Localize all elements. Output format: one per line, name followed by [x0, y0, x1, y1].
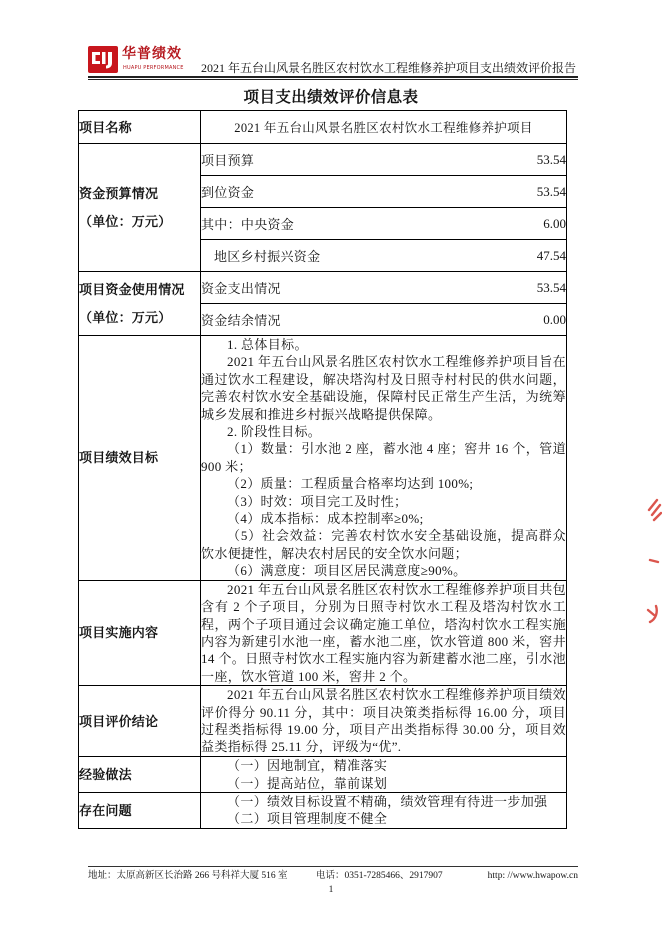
issues-paragraph: （二）项目管理制度不健全: [227, 811, 388, 827]
budget-item-value: 47.54: [536, 247, 566, 263]
goals-paragraph: 2. 阶段性目标。: [227, 424, 322, 440]
budget-item: [201, 144, 567, 176]
implementation-label: 项目实施内容: [79, 625, 159, 641]
logo-name-en: HUAPU PERFORMANCE: [123, 65, 184, 71]
goals-paragraph: （2）质量：工程质量合格率均达到 100%;: [227, 476, 474, 492]
usage-item-value: 0.00: [543, 311, 566, 327]
issues-label: 存在问题: [79, 802, 132, 818]
usage-label: 项目资金使用情况: [79, 281, 185, 297]
goals-label: 项目绩效目标: [79, 450, 159, 466]
footer-address: 地址：太原高新区长治路 266 号科祥大厦 516 室: [88, 871, 288, 881]
table-row-conclusion: [79, 686, 567, 757]
experience-paragraph: （一）提高站位，靠前谋划: [227, 775, 388, 791]
experience-label-cell: [79, 757, 201, 793]
table-row-goals: [79, 336, 567, 581]
goals-paragraph: （5）社会效益：完善农村饮水安全基础设施，提高群众饮水便捷性，解决农村居民的安全饮水问题；: [201, 528, 566, 561]
report-header-title: 2021 年五台山风景名胜区农村饮水工程维修养护项目支出绩效评价报告: [200, 61, 576, 75]
footer-divider: [88, 866, 578, 867]
issues-content: [201, 792, 567, 828]
page-title: 项目支出绩效评价信息表: [243, 89, 419, 106]
usage-unit: （单位：万元）: [79, 309, 172, 325]
budget-label: 资金预算情况: [79, 185, 159, 201]
table-row-budget: [79, 144, 567, 176]
usage-item-label: 资金结余情况: [201, 313, 281, 328]
budget-item-value: 53.54: [536, 183, 566, 199]
table-row-experience: [79, 757, 567, 793]
usage-item: [201, 304, 567, 336]
goals-paragraph: （3）时效：项目完工及时性；: [227, 493, 408, 509]
project-name-label: 项目名称: [79, 119, 132, 135]
usage-label-cell: [79, 272, 201, 336]
company-logo: [88, 45, 198, 75]
experience-paragraph: （一）因地制宜，精准落实: [227, 758, 388, 774]
budget-item: [201, 208, 567, 240]
goals-content: [201, 336, 567, 581]
implementation-paragraph: 2021 年五台山风景名胜区农村饮水工程维修养护项目共包含有 2 个子项目，分别为日照寺村饮水工程及塔沟村饮水工程，两个子项目通过会议确定施工单位，塔沟村饮水工程实施内容为新建引水池一座，蓄水池二座，饮水管道 800 米，窖井 14 个。日照寺村饮水工程实施内容为新建蓄水池二座，引水池一座，饮水管道 100 米，窖井 2 个。: [201, 581, 566, 684]
conclusion-content: [201, 686, 567, 757]
table-row-project-name: [79, 111, 567, 144]
budget-item-label: 项目预算: [201, 153, 255, 168]
label-cell: [79, 111, 201, 144]
page-number: 1: [328, 885, 334, 895]
footer-website: http: //www.hwapow.cn: [487, 871, 578, 881]
usage-item-value: 53.54: [536, 279, 566, 295]
project-name-value: 2021 年五台山风景名胜区农村饮水工程维修养护项目: [201, 111, 567, 144]
budget-item-value: 6.00: [543, 215, 566, 231]
implementation-content: [201, 580, 567, 685]
goals-paragraph: （6）满意度：项目区居民满意度≥90%。: [227, 563, 467, 579]
goals-label-cell: [79, 336, 201, 581]
budget-item: [201, 176, 567, 208]
table-row-usage: [79, 272, 567, 304]
goals-paragraph: （1）数量：引水池 2 座，蓄水池 4 座；窖井 16 个，管道 900 米；: [201, 441, 566, 474]
seal-fragment: [636, 488, 662, 628]
budget-item-label: 其中：中央资金: [201, 217, 295, 232]
info-table: [78, 110, 567, 829]
budget-item-label: 地区乡村振兴资金: [214, 249, 321, 264]
logo-name-cn: 华普绩效: [122, 46, 182, 62]
usage-item: [201, 272, 567, 304]
table-row-issues: [79, 792, 567, 828]
budget-item-label: 到位资金: [201, 185, 255, 200]
budget-item: [201, 240, 567, 272]
conclusion-label: 项目评价结论: [79, 713, 159, 729]
issues-label-cell: [79, 792, 201, 828]
budget-label-cell: [79, 144, 201, 272]
table-row-implementation: [79, 580, 567, 685]
experience-label: 经验做法: [79, 767, 132, 783]
conclusion-label-cell: [79, 686, 201, 757]
footer-phone: 电话：0351-7285466、2917907: [316, 871, 443, 881]
implementation-label-cell: [79, 580, 201, 685]
usage-item-label: 资金支出情况: [201, 281, 281, 296]
conclusion-paragraph: 2021 年五台山风景名胜区农村饮水工程维修养护项目绩效评价得分 90.11 分，其中：项目决策类指标得 16.00 分，项目过程类指标得 19.00 分，项目产出类指标得 30.00 分，项目效益类指标得 25.11 分，评级为“优”.: [201, 687, 567, 755]
issues-paragraph: （一）绩效目标设置不精确，绩效管理有待进一步加强: [227, 793, 548, 809]
huapu-logo-icon: [88, 46, 118, 73]
goals-paragraph: （4）成本指标：成本控制率≥0%;: [227, 511, 424, 527]
budget-item-value: 53.54: [536, 151, 566, 167]
experience-content: [201, 757, 567, 793]
goals-paragraph: 1. 总体目标。: [227, 337, 308, 352]
goals-paragraph: 2021 年五台山风景名胜区农村饮水工程维修养护项目旨在通过饮水工程建设，解决塔沟村及日照寺村村民的供水问题，完善农村饮水安全基础设施，保障村民正常生产生活，为统筹城乡发展和推进乡村振兴战略提供保障。: [201, 354, 566, 422]
header-divider: [88, 76, 578, 80]
budget-unit: （单位：万元）: [79, 213, 172, 229]
